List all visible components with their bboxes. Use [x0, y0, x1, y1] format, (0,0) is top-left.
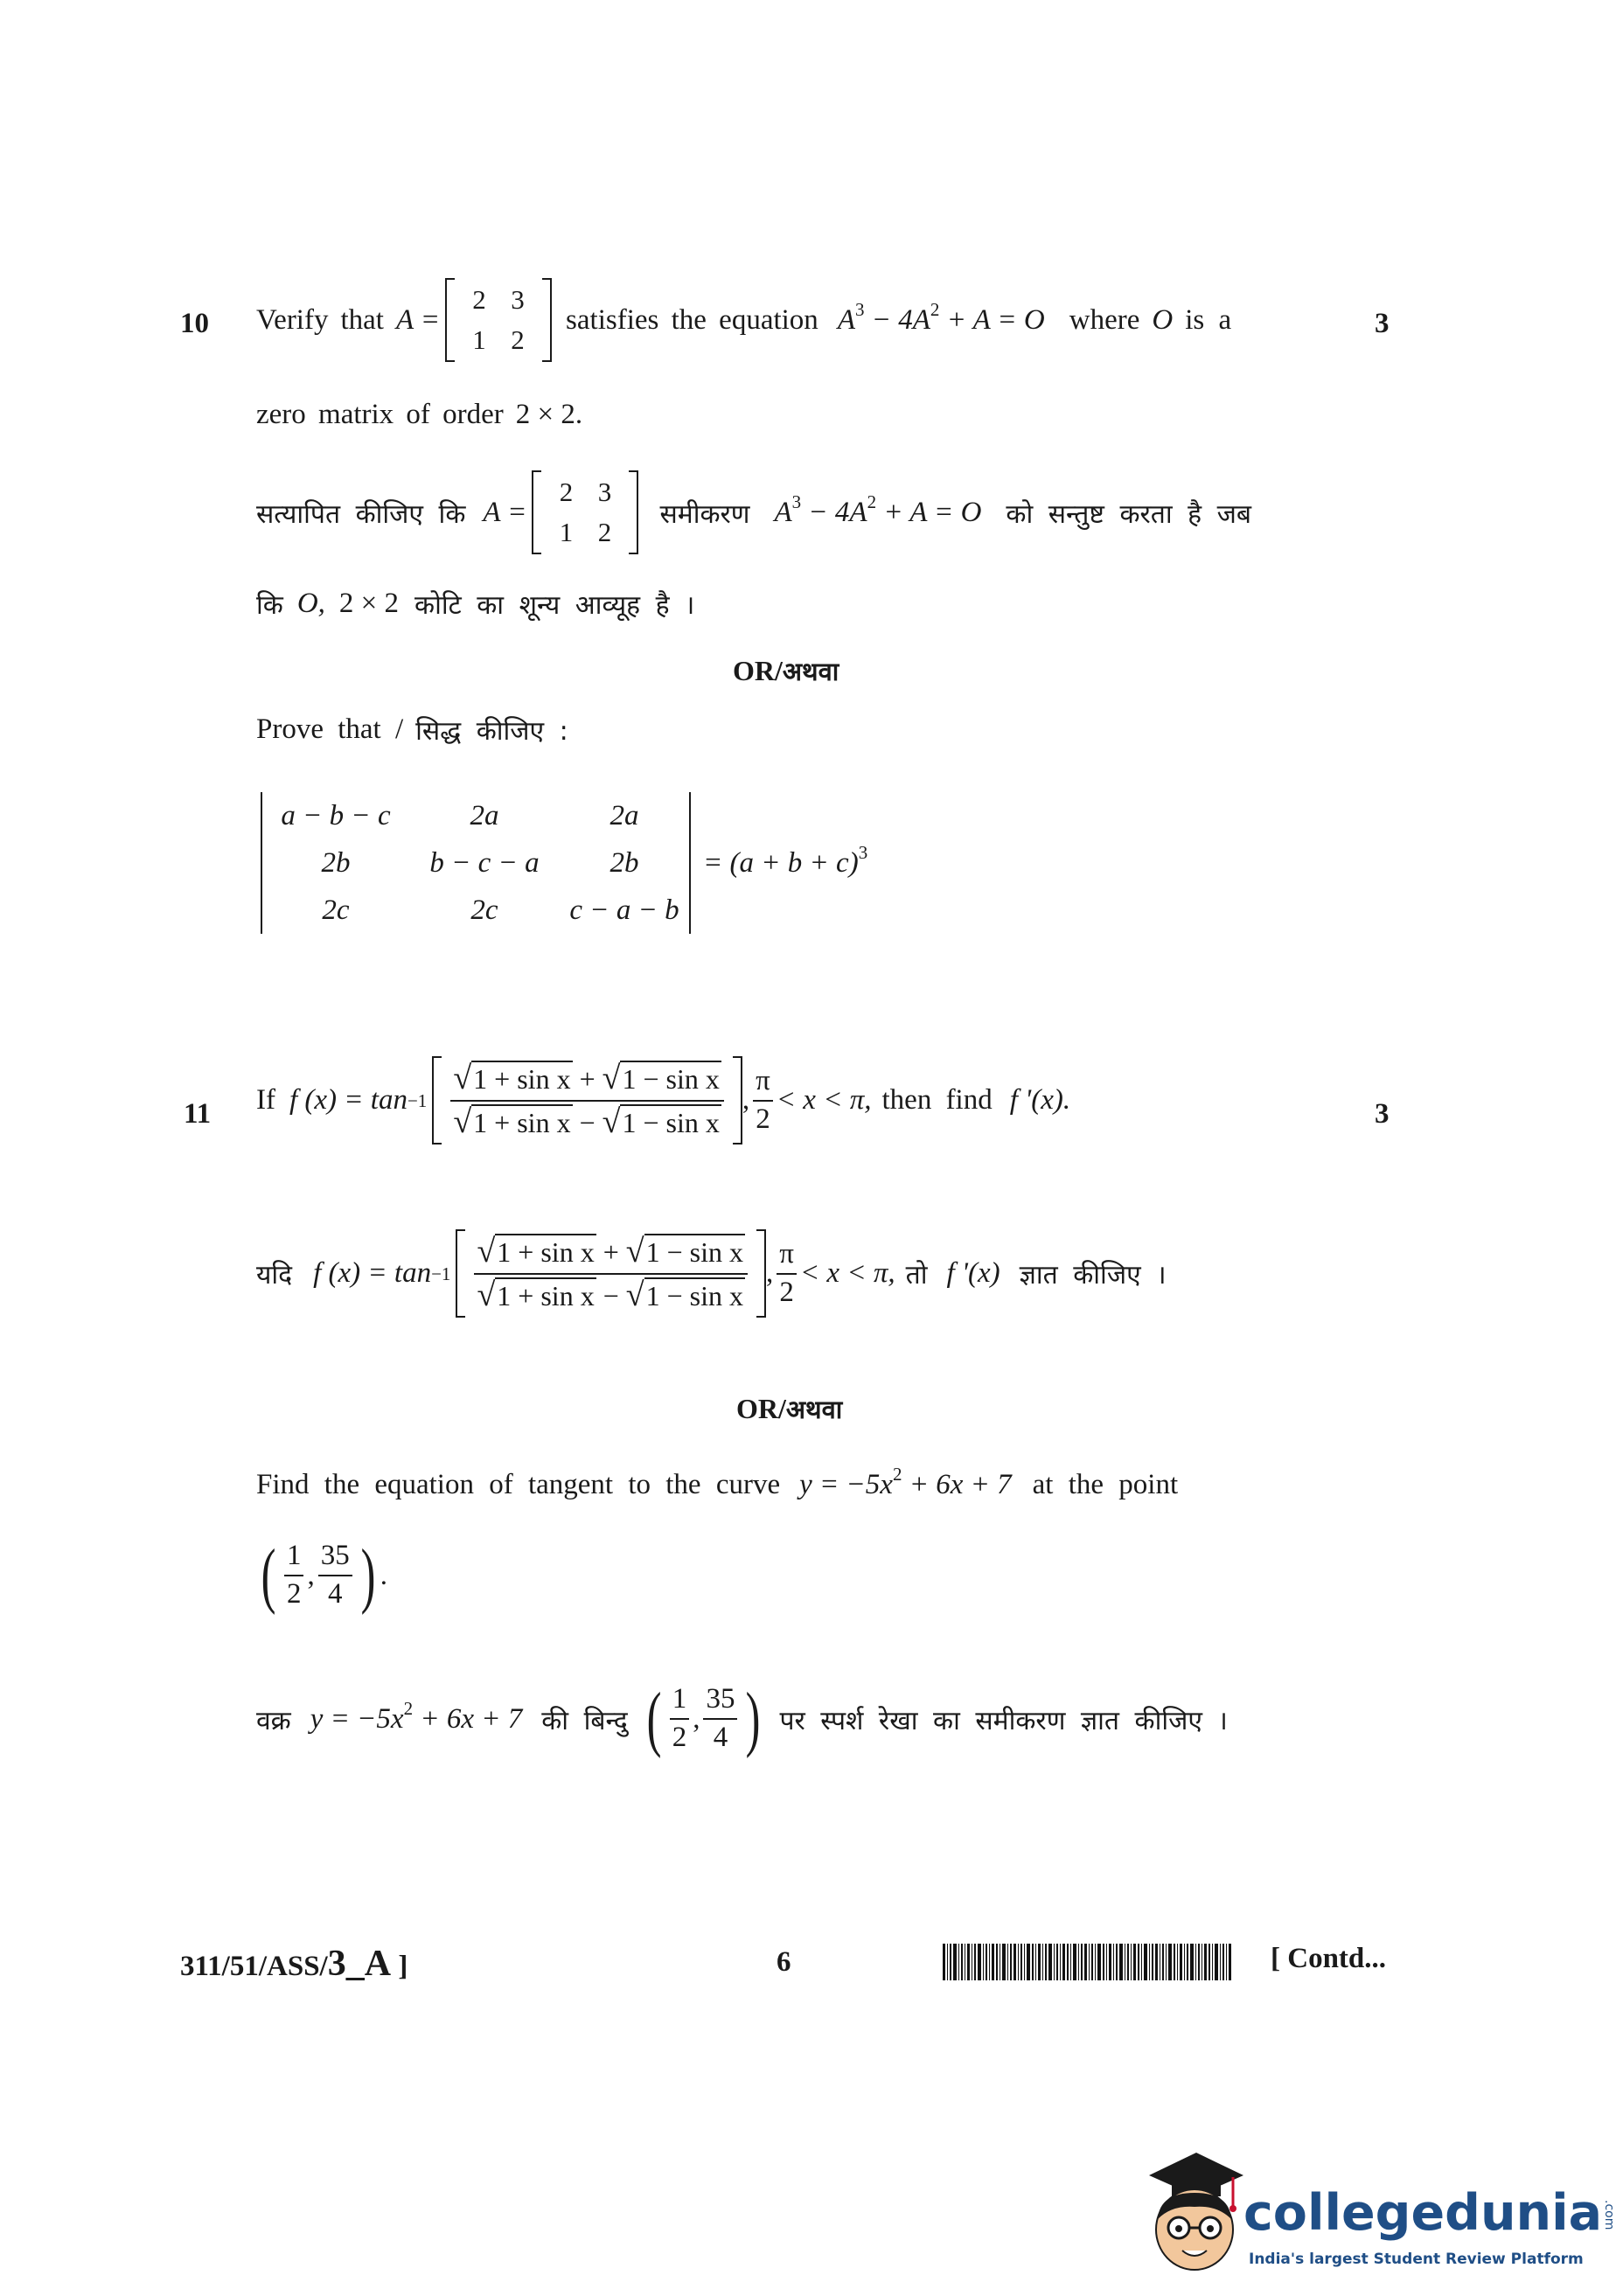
matrix-cell: 2 — [597, 517, 612, 547]
det-cell: c − a − b — [569, 894, 679, 926]
q10-marks: 3 — [1375, 308, 1390, 339]
det-cell: 2c — [322, 894, 350, 926]
matrix-cell: 1 — [559, 517, 574, 547]
q10-zero-matrix-text: zero matrix of order — [256, 399, 504, 430]
det-cell: a − b − c — [281, 800, 391, 831]
matrix-cell: 2 — [472, 284, 486, 315]
logo-suffix: .com — [1602, 2199, 1616, 2230]
q11-point: ( $\frac{1}{2}$ , $\frac{35}{4}$ ) — [261, 1534, 376, 1616]
det-cell: 2c — [470, 894, 498, 926]
q11-word-if: If — [256, 1084, 275, 1117]
q10-hindi-satisfies: को सन्तुष्ट करता है जब — [1006, 498, 1252, 530]
collegedunia-logo — [1142, 2144, 1616, 2284]
logo-tagline: India's largest Student Review Platform — [1249, 2251, 1584, 2268]
q10-zero-symbol: O — [1152, 303, 1174, 336]
q11-hindi-bracket-expression: $\frac{\text{√1 + sin x + √1 − sin x}}{\text{√1 + sin x − √1 − sin x}}$ — [456, 1229, 766, 1318]
q10-english-line2 — [256, 399, 582, 431]
q11-or-separator: OR/अथवा — [736, 1393, 843, 1424]
q10-satisfies-text: satisfies the equation — [566, 303, 818, 336]
q11-hindi-if: यदि — [256, 1260, 293, 1291]
q10-equation: $A^3 - 4A^2 + A = O$ — [837, 298, 1045, 336]
q11-then-find: then find — [881, 1084, 993, 1117]
q10-hindi-equation-word: समीकरण — [659, 498, 750, 530]
det-cell: 2a — [609, 800, 639, 831]
q10-hindi-line2 — [256, 586, 694, 622]
q11-hindi-tail: पर स्पर्श रेखा का समीकरण ज्ञात कीजिए । — [779, 1705, 1228, 1736]
logo-wordmark: collegedunia — [1243, 2184, 1603, 2242]
q10-prove-hi: सिद्ध कीजिए : — [415, 716, 568, 747]
q10-determinant-equation — [261, 792, 867, 934]
q11-point-line: ( $\frac{1}{2}$ , $\frac{35}{4}$ ) . — [256, 1539, 387, 1612]
q10-word-verify: Verify — [256, 303, 329, 336]
page-number: 6 — [777, 1946, 791, 1978]
q10-determinant — [261, 792, 691, 934]
q11-pi-over-2: $\frac{\pi}{2}$ — [753, 1065, 773, 1137]
det-cell: 2a — [470, 800, 499, 831]
q10-determinant-rhs: = $(a + b + c)^3$ — [703, 841, 868, 879]
q11-tangent-line1 — [256, 1464, 1179, 1501]
matrix-cell: 1 — [472, 324, 486, 355]
q11-hindi-curve-word: वक्र — [256, 1705, 291, 1736]
det-cell: b − c − a — [429, 847, 540, 879]
q11-curve: $y = -5x^2 + 6x + 7$ — [799, 1464, 1012, 1500]
det-cell: 2b — [321, 847, 351, 879]
question-number-11: 11 — [184, 1098, 212, 1130]
q10-english-line1 — [256, 278, 1231, 362]
q11-hindi-fprime: f '(x) — [946, 1257, 1000, 1290]
matrix-cell: 3 — [597, 477, 612, 507]
q10-a-equals: A = — [395, 303, 441, 336]
q11-hindi-curve: $y = -5x^2 + 6x + 7$ — [310, 1697, 523, 1735]
q10-hindi-ki: कि — [256, 590, 283, 621]
matrix-cell: 2 — [511, 324, 525, 355]
continued-label: [ Contd... — [1271, 1943, 1387, 1974]
q10-hindi-equation: $A^3 - 4A^2 + A = O$ — [774, 491, 982, 528]
q11-hindi-point: ( $\frac{1}{2}$ , $\frac{35}{4}$ ) — [646, 1678, 761, 1759]
question-number-10: 10 — [180, 308, 209, 339]
q10-matrix-a — [445, 278, 552, 362]
q10-hindi-a-equals: A = — [483, 496, 527, 528]
q11-range: < x < π, — [776, 1084, 872, 1117]
q11-hindi-tangent-line — [256, 1678, 1228, 1759]
q10-hindi-zero-matrix: कोटि का शून्य आव्यूह है । — [414, 590, 695, 621]
q11-english-line: If f (x) = tan −1 $\frac{\text{√1 + sin x + √1 − sin x}}{\text{√1 + sin x − √1 − sin x}}$ , $\frac{\pi}{2}$ < x < π, then find f '(x). — [256, 1056, 1070, 1145]
q10-word-is-a: is a — [1185, 303, 1232, 336]
q11-at-point: at the point — [1032, 1469, 1179, 1500]
matrix-cell: 3 — [511, 284, 525, 315]
q10-prove-en: Prove that / — [256, 713, 404, 745]
q10-hindi-matrix-a — [532, 470, 638, 554]
q10-order: 2 × 2. — [515, 399, 583, 430]
q10-hindi-order: 2 × 2 — [338, 588, 400, 619]
q11-bracket-expression: $\frac{\text{√1 + sin x + √1 − sin x}}{\text{√1 + sin x − √1 − sin x}}$ — [432, 1056, 742, 1145]
q11-marks: 3 — [1375, 1098, 1390, 1130]
q10-or-separator: OR/अथवा — [733, 655, 839, 686]
q11-function: f (x) = tan — [289, 1084, 407, 1117]
det-cell: 2b — [609, 847, 639, 879]
barcode-image — [943, 1944, 1231, 1980]
q11-hindi-point-word: की बिन्दु — [541, 1705, 628, 1736]
q11-hindi-to: तो — [905, 1260, 928, 1291]
q10-prove-line — [256, 712, 568, 748]
q10-hindi-line1 — [256, 470, 1251, 554]
paper-code: 311/51/ASS/3_A ] — [180, 1944, 408, 1984]
q10-word-where: where — [1069, 303, 1140, 336]
q11-hindi-find: ज्ञात कीजिए । — [1019, 1260, 1167, 1291]
q11-tangent-text: Find the equation of tangent to the curve — [256, 1469, 781, 1500]
mascot-icon — [1142, 2144, 1247, 2275]
q10-word-that: that — [340, 303, 384, 336]
matrix-cell: 2 — [559, 477, 574, 507]
q11-hindi-function: f (x) = tan — [313, 1257, 432, 1290]
q11-fprime: f '(x). — [1009, 1084, 1071, 1117]
q10-hindi-o: O, — [296, 588, 325, 619]
q11-hindi-line: यदि f (x) = tan −1 $\frac{\text{√1 + sin x + √1 − sin x}}{\text{√1 + sin x − √1 − sin x}}$ , $\frac{\pi}{2}$ < x < π, तो f '(x) ज्ञात कीजिए । — [256, 1229, 1167, 1318]
q10-hindi-verify: सत्यापित कीजिए कि — [256, 498, 466, 530]
